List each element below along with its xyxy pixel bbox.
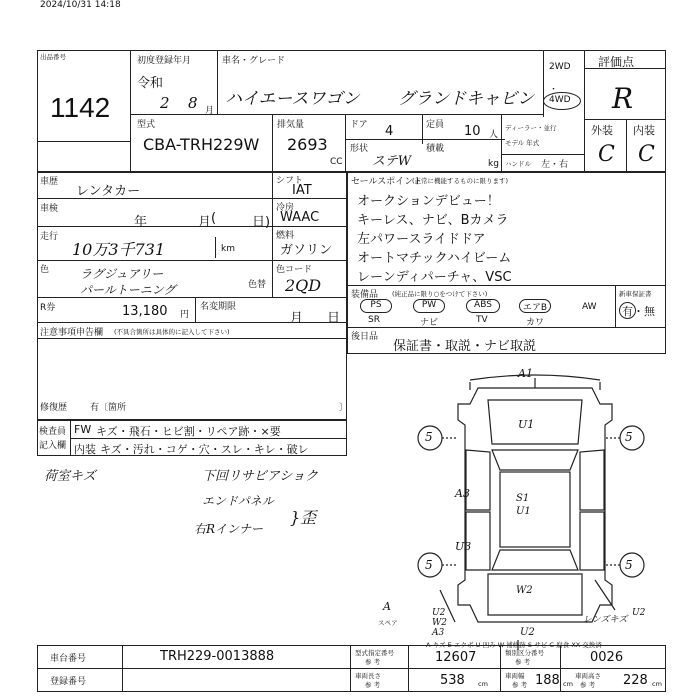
inspector-fw-label: FW — [74, 423, 92, 436]
class-value: 0026 — [590, 650, 624, 665]
inspector-int-label: 内装 — [74, 443, 96, 456]
mileage-label: 走行 — [40, 232, 59, 242]
month-unit: 月 — [205, 106, 215, 116]
dmg-wheel-fl: 5 — [425, 430, 433, 444]
note-warp: }歪 — [290, 508, 317, 527]
history-label: 車歴 — [40, 177, 59, 187]
warranty-value: 有・無 — [622, 305, 655, 318]
chassis-label: 車台番号 — [50, 654, 87, 664]
inspector-label-1: 検査員 — [39, 427, 67, 437]
dmg-bl-3: A3 — [432, 628, 445, 638]
equip-abs: ABS — [466, 299, 500, 313]
equip-pw: PW — [413, 299, 445, 313]
dmg-roof-1: S1 — [516, 493, 530, 504]
dmg-wheel-rr: 5 — [625, 558, 633, 572]
inspection-month: 月 — [198, 215, 212, 230]
height-sub: 参 考 — [580, 681, 596, 689]
width-value: 188 — [535, 673, 560, 688]
repair-bracket: 〕 — [339, 403, 349, 413]
class-label: 類別区分番号 — [505, 649, 544, 657]
equip-aw: AW — [582, 302, 597, 312]
dmg-bl-2: W2 — [432, 618, 447, 628]
width-unit: cm — [563, 680, 573, 688]
post-items-value: 保証書・取説・ナビ取説 — [393, 339, 537, 354]
warranty-label: 新車保証書 — [619, 290, 652, 298]
history-value: レンタカー — [76, 184, 141, 199]
persons-unit: 人 — [489, 130, 499, 140]
recycle-value: 13,180 — [122, 304, 168, 319]
color-code-title: 色コード — [276, 265, 313, 275]
doors-label: ドア — [350, 120, 368, 130]
reg-month: 8 — [188, 94, 198, 112]
color-value-2: パールトーニング — [80, 283, 176, 297]
dot: ・ — [549, 85, 559, 95]
registration-label: 登録番号 — [50, 677, 87, 687]
repair-value: 有〔箇所 — [90, 403, 127, 413]
height-unit: cm — [652, 680, 662, 688]
equip-navi: ナビ — [420, 318, 439, 328]
timestamp: 2024/10/31 14:18 — [40, 0, 121, 10]
ac-label: 冷房 — [276, 203, 295, 213]
kg-unit: kg — [488, 159, 499, 169]
inspection-year: 年 — [134, 215, 148, 230]
recycle-unit: 円 — [180, 310, 190, 320]
dmg-bl-1: U2 — [432, 608, 446, 618]
recycle-label: R券 — [40, 303, 56, 313]
first-reg-label: 初度登録年月 — [137, 56, 192, 66]
dmg-wheel-fr: 5 — [625, 430, 633, 444]
interior-grade: C — [638, 142, 655, 167]
name-change-day: 日 — [327, 311, 341, 326]
sales-label: セールスポイント — [351, 177, 423, 187]
drive-4wd: 4WD — [549, 95, 571, 105]
length-unit: cm — [478, 680, 488, 688]
lot-number: 1142 — [50, 92, 111, 123]
exterior-grade: C — [598, 142, 615, 167]
model-year-label: モデル 年式 — [505, 139, 540, 147]
body-label: 形状 — [350, 144, 369, 154]
fuel-value: ガソリン — [280, 243, 333, 258]
interior-label: 内装 — [633, 124, 655, 137]
height-value: 228 — [623, 673, 648, 688]
length-sub: 参 考 — [365, 681, 381, 689]
ac-value: WAAC — [280, 210, 320, 225]
car-diagram — [400, 360, 670, 650]
dmg-br: U2 — [632, 608, 646, 618]
equipment-sub: (純正品に限り○をつけて下さい) — [392, 290, 488, 298]
spare-label: スペア — [378, 619, 398, 627]
inspector-fw: キズ・飛石・ヒビ割・リペア跡・×要 — [96, 425, 281, 438]
height-label: 車両高さ — [575, 672, 601, 680]
dmg-hood: U1 — [518, 418, 535, 431]
color-code-value: 2QD — [285, 276, 322, 295]
load-label: 積載 — [426, 144, 445, 154]
spare-mark: A — [383, 600, 391, 613]
vehicle-grade: グランドキャビン — [398, 89, 534, 109]
sales-line-3: 左パワースライドドア — [357, 232, 486, 247]
dmg-roof-2: U1 — [516, 506, 531, 517]
class-sub: 参 考 — [515, 658, 531, 666]
model-designation-label: 型式指定番号 — [355, 649, 394, 657]
body-value: ステW — [372, 154, 412, 169]
length-value: 538 — [440, 673, 465, 688]
dealer-label: ディーラー・並行 — [505, 124, 557, 132]
mileage-value: 10万3千731 — [72, 240, 166, 259]
equip-sr: SR — [368, 315, 380, 325]
handle-value: 左・右 — [541, 160, 569, 170]
diagram-legend: A-キズ E-エクボ U-凹み W-補修跡 S-サビ C-腐食 XX-交換済 — [426, 641, 602, 649]
equip-leather: カワ — [526, 318, 545, 328]
equip-airbag: エアB — [519, 299, 551, 313]
width-label: 車両幅 — [505, 672, 525, 680]
inspection-day: 日) — [252, 215, 271, 230]
vehicle-name: ハイエースワゴン — [225, 89, 360, 109]
shift-value: IAT — [292, 183, 312, 198]
shift-label: シフト — [276, 176, 304, 186]
dmg-wheel-rl: 5 — [425, 558, 433, 572]
cc-unit: CC — [330, 157, 343, 167]
dmg-right-note: レンズキズ — [583, 615, 628, 625]
displacement-label: 排気量 — [277, 120, 305, 130]
dmg-left: A3 — [455, 487, 470, 500]
note-engine: エンドパネル — [202, 494, 274, 508]
sales-line-1: オークションデビュー！ — [357, 194, 500, 209]
name-change-month: 月 — [290, 311, 304, 326]
model-label: 型式 — [137, 120, 156, 130]
displacement-value: 2693 — [287, 135, 328, 154]
dmg-top: A1 — [518, 367, 533, 380]
name-change-label: 名変期限 — [200, 302, 237, 312]
note-inner: 右Rインナー — [194, 522, 264, 536]
lot-label: 出品番号 — [40, 53, 66, 61]
handle-label: ハンドル — [505, 160, 531, 168]
note-under: 下回リサビアショク — [202, 469, 318, 484]
rating-score: R — [612, 82, 634, 115]
chassis-value: TRH229-0013888 — [160, 649, 275, 664]
length-label: 車両長さ — [355, 672, 381, 680]
dmg-rear: W2 — [516, 585, 533, 596]
dmg-bottom: U2 — [520, 627, 535, 638]
reg-year: 2 — [160, 94, 170, 112]
rating-label: 評価点 — [598, 55, 635, 69]
model-designation-value: 12607 — [435, 650, 477, 665]
inspection-label: 車検 — [40, 204, 59, 214]
notes-sub: (不具合箇所は具体的に記入して下さい) — [114, 328, 230, 336]
capacity-label: 定員 — [426, 120, 445, 130]
fuel-label: 燃料 — [276, 231, 295, 241]
inspector-label-2: 記入欄 — [39, 441, 67, 451]
color-label: 色 — [40, 265, 50, 275]
mileage-unit: km — [221, 244, 235, 254]
equip-tv: TV — [476, 315, 488, 325]
model-value: CBA-TRH229W — [143, 135, 260, 154]
sales-sub: (正常に機能するものに限ります) — [412, 177, 509, 185]
sales-line-5: レーンディパーチャ、VSC — [357, 270, 512, 285]
color-code-label: 色替 — [248, 280, 267, 290]
width-sub: 参 考 — [512, 681, 528, 689]
doors-value: 4 — [385, 124, 394, 139]
sales-line-2: キーレス、ナビ、Bカメラ — [357, 213, 509, 228]
model-designation-sub: 参 考 — [365, 658, 381, 666]
repair-label: 修復歴 — [40, 403, 68, 413]
capacity-value: 10 — [464, 124, 481, 139]
equipment-label: 装備品 — [351, 290, 379, 300]
name-label: 車名・グレード — [222, 56, 286, 66]
color-value-1: ラグジュアリー — [80, 267, 164, 281]
dmg-left-2: U3 — [455, 540, 472, 553]
notes-header: 注意事項申告欄 — [40, 328, 104, 338]
equip-ps: PS — [360, 299, 392, 313]
post-items-label: 後日品 — [351, 332, 379, 342]
note-cargo: 荷室キズ — [44, 469, 96, 484]
era: 令和 — [137, 76, 164, 91]
exterior-label: 外装 — [591, 124, 613, 137]
drive-2wd: 2WD — [549, 62, 571, 72]
sales-line-4: オートマチックハイビーム — [357, 251, 512, 266]
inspector-int: キズ・汚れ・コゲ・穴・スレ・キレ・破レ — [100, 443, 309, 456]
inspection-paren: ( — [211, 211, 217, 226]
